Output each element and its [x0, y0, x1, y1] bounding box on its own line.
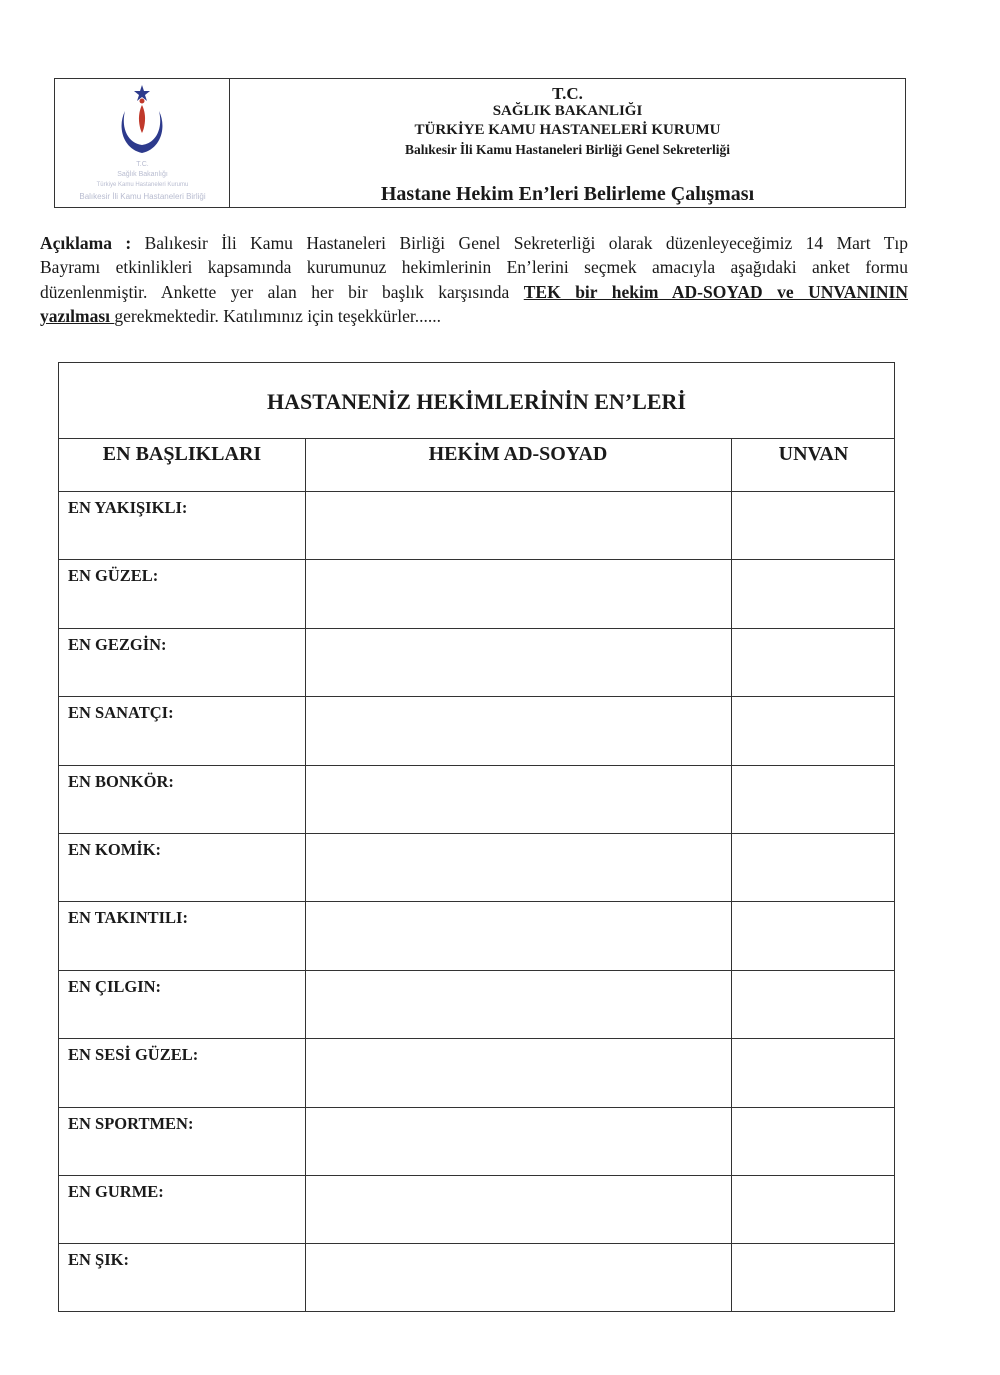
table-row — [59, 697, 894, 765]
table-row — [59, 1108, 894, 1176]
doctor-name-field[interactable] — [307, 834, 729, 901]
row-category-label: EN SESİ GÜZEL: — [68, 1045, 199, 1065]
description-text: gerekmektedir. Katılımınız için teşekkürler...... — [114, 305, 441, 326]
table-row — [59, 766, 894, 834]
column-header-title: UNVAN — [778, 443, 849, 465]
survey-table — [58, 362, 895, 1312]
row-category-label: EN ŞIK: — [68, 1250, 129, 1270]
table-row — [59, 902, 894, 970]
table-row — [59, 492, 894, 560]
letterhead-text — [230, 79, 905, 207]
table-row — [59, 560, 894, 628]
description-label: Açıklama : — [40, 233, 132, 253]
letterhead — [54, 78, 906, 208]
description-text: Bayramı etkinlikleri kapsamında kurumunuz hekimlerinin En’lerini seçmek amacıyla aşağıdaki anket formu — [40, 257, 908, 278]
description-text: Balıkesir İli Kamu Hastaneleri Birliği Genel Sekreterliği olarak düzenleyeceğimiz 14 Mart Tıp — [144, 233, 908, 253]
survey-title: HASTANENİZ HEKİMLERİNİN EN’LERİ — [59, 363, 894, 439]
doctor-title-field[interactable] — [733, 560, 894, 627]
doctor-title-field[interactable] — [733, 1039, 894, 1106]
doctor-name-field[interactable] — [307, 1244, 729, 1312]
doctor-name-field[interactable] — [307, 1108, 729, 1175]
doctor-title-field[interactable] — [733, 697, 894, 764]
doctor-name-field[interactable] — [307, 560, 729, 627]
table-row — [59, 1244, 894, 1312]
row-category-label: EN ÇILGIN: — [68, 976, 162, 996]
doctor-title-field[interactable] — [733, 834, 894, 901]
description-emphasis: yazılması — [40, 305, 115, 326]
doctor-name-field[interactable] — [307, 971, 729, 1038]
table-header-row — [59, 439, 894, 492]
doctor-title-field[interactable] — [733, 971, 894, 1038]
column-divider — [731, 439, 732, 1311]
header-line-secretariat: Balıkesir İli Kamu Hastaneleri Birliği Genel Sekreterliği — [405, 142, 730, 157]
doctor-name-field[interactable] — [307, 697, 729, 764]
row-category-label: EN BONKÖR: — [68, 771, 174, 791]
table-row — [59, 1176, 894, 1244]
logo-caption-line: Türkiye Kamu Hastaneleri Kurumu — [96, 182, 189, 188]
doctor-name-field[interactable] — [307, 1039, 729, 1106]
logo-caption-line: Balıkesir İli Kamu Hastaneleri Birliği — [79, 192, 206, 201]
row-category-label: EN YAKIŞIKLI: — [68, 498, 188, 517]
logo-area — [55, 79, 230, 207]
document-title: Hastane Hekim En’leri Belirleme Çalışması — [380, 183, 755, 205]
doctor-title-field[interactable] — [733, 766, 894, 833]
table-row — [59, 629, 894, 697]
table-row — [59, 971, 894, 1039]
doctor-title-field[interactable] — [733, 1176, 894, 1243]
table-row — [59, 1039, 894, 1107]
description-emphasis: TEK bir hekim AD-SOYAD ve UNVANININ — [523, 281, 908, 302]
header-line-ministry: SAĞLIK BAKANLIĞI — [492, 103, 643, 119]
doctor-name-field[interactable] — [307, 629, 729, 696]
doctor-name-field[interactable] — [307, 1176, 729, 1243]
doctor-title-field[interactable] — [733, 902, 894, 969]
header-line-tc: T.C. — [552, 84, 583, 103]
ministry-crescent-star-logo-icon — [97, 83, 187, 163]
column-header-doctor-name: HEKİM AD-SOYAD — [428, 443, 608, 465]
column-header-category: EN BAŞLIKLARI — [102, 443, 262, 465]
doctor-name-field[interactable] — [307, 902, 729, 969]
row-category-label: EN GÜZEL: — [68, 566, 159, 586]
logo-caption-line: T.C. — [136, 161, 149, 168]
table-row — [59, 834, 894, 902]
row-category-label: EN SANATÇI: — [68, 703, 174, 723]
row-category-label: EN GEZGİN: — [68, 634, 167, 654]
doctor-name-field[interactable] — [307, 492, 729, 559]
doctor-title-field[interactable] — [733, 1244, 894, 1312]
doctor-title-field[interactable] — [733, 1108, 894, 1175]
row-category-label: EN SPORTMEN: — [68, 1113, 194, 1133]
row-category-label: EN GURME: — [68, 1182, 164, 1201]
description-paragraph — [40, 231, 908, 328]
doctor-name-field[interactable] — [307, 766, 729, 833]
logo-caption-line: Sağlık Bakanlığı — [117, 171, 168, 178]
doctor-title-field[interactable] — [733, 492, 894, 559]
description-text: düzenlenmiştir. Ankette yer alan her bir başlık karşısında — [40, 281, 524, 302]
doctor-title-field[interactable] — [733, 629, 894, 696]
column-divider — [305, 439, 306, 1311]
row-category-label: EN TAKINTILI: — [68, 908, 188, 928]
header-line-institution: TÜRKİYE KAMU HASTANELERİ KURUMU — [414, 122, 721, 138]
row-category-label: EN KOMİK: — [68, 840, 162, 859]
